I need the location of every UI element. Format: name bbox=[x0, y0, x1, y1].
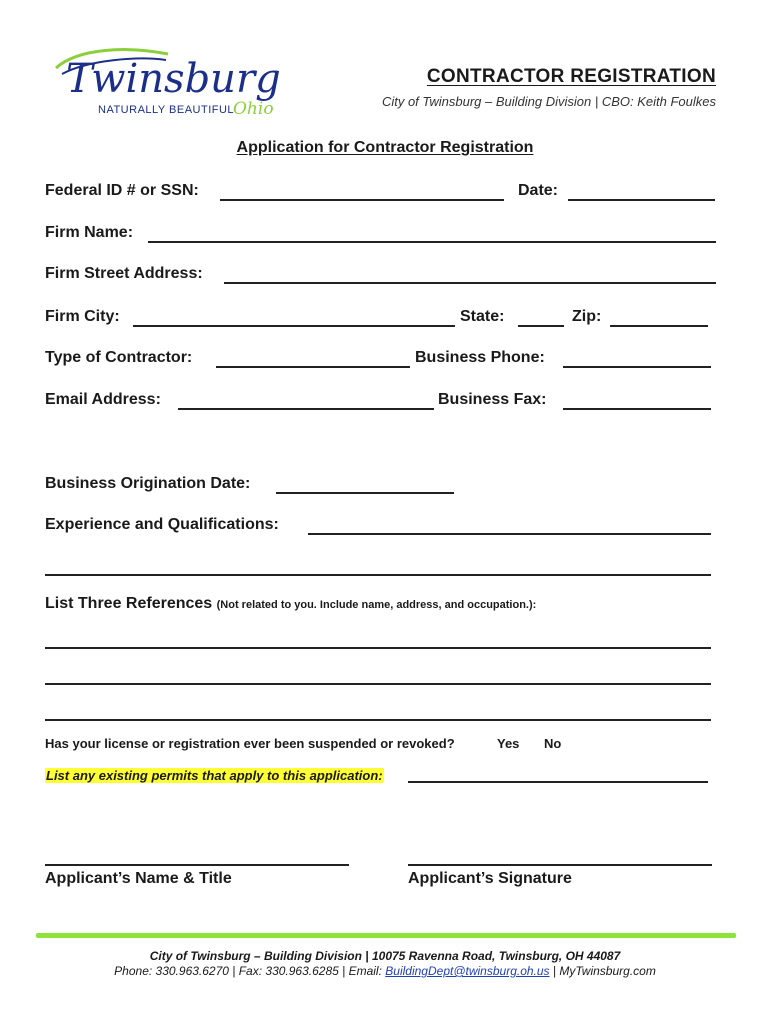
firm-street-label: Firm Street Address: bbox=[45, 265, 203, 282]
business-fax-field[interactable] bbox=[563, 408, 711, 410]
email-field[interactable] bbox=[178, 408, 434, 410]
reference-line-2[interactable] bbox=[45, 683, 711, 685]
logo-graphic bbox=[48, 40, 298, 122]
firm-city-field[interactable] bbox=[133, 325, 455, 327]
type-contractor-field[interactable] bbox=[216, 366, 410, 368]
header-title: CONTRACTOR REGISTRATION bbox=[426, 66, 716, 87]
date-field[interactable] bbox=[568, 199, 715, 201]
signature-label: Applicant’s Signature bbox=[408, 870, 572, 887]
suspended-question: Has your license or registration ever been suspended or revoked? bbox=[45, 736, 455, 751]
firm-name-label: Firm Name: bbox=[45, 224, 134, 241]
experience-label: Experience and Qualifications: bbox=[45, 516, 279, 533]
name-title-field[interactable] bbox=[45, 864, 349, 866]
state-label: State: bbox=[460, 308, 505, 325]
twinsburg-logo bbox=[48, 40, 298, 122]
email-label: Email Address: bbox=[45, 391, 161, 408]
yes-option[interactable]: Yes bbox=[497, 736, 520, 751]
firm-city-label: Firm City: bbox=[45, 308, 120, 325]
footer-phone-fax: Phone: 330.963.6270 | Fax: 330.963.6285 | Email: bbox=[114, 964, 382, 978]
references-heading bbox=[45, 594, 536, 615]
federal-id-label: Federal ID # or SSN: bbox=[45, 182, 199, 199]
type-contractor-label: Type of Contractor: bbox=[45, 349, 193, 366]
header-subtitle: City of Twinsburg – Building Division | CBO: Keith Foulkes bbox=[381, 94, 716, 109]
origination-date-field[interactable] bbox=[276, 492, 454, 494]
footer-address: City of Twinsburg – Building Division | 10075 Ravenna Road, Twinsburg, OH 44087 bbox=[149, 949, 621, 963]
firm-street-field[interactable] bbox=[224, 282, 716, 284]
footer-divider bbox=[36, 933, 736, 938]
experience-field-line-2[interactable] bbox=[45, 574, 711, 576]
firm-name-field[interactable] bbox=[148, 241, 716, 243]
date-label: Date: bbox=[518, 182, 559, 199]
permits-question-wrap bbox=[45, 768, 384, 783]
origination-date-label: Business Origination Date: bbox=[45, 475, 251, 492]
logo-tagline: NATURALLY BEAUTIFUL bbox=[98, 104, 235, 116]
business-phone-label: Business Phone: bbox=[415, 349, 545, 366]
business-fax-label: Business Fax: bbox=[438, 391, 547, 408]
zip-label: Zip: bbox=[572, 308, 602, 325]
signature-field[interactable] bbox=[408, 864, 712, 866]
footer-email-link[interactable]: BuildingDept@twinsburg.oh.us bbox=[385, 964, 550, 978]
permits-question: List any existing permits that apply to this application: bbox=[46, 768, 383, 783]
references-label: List Three References bbox=[45, 595, 213, 612]
experience-field[interactable] bbox=[308, 533, 711, 535]
form-title: Application for Contractor Registration bbox=[236, 139, 534, 156]
name-title-label: Applicant’s Name & Title bbox=[45, 870, 232, 887]
zip-field[interactable] bbox=[610, 325, 708, 327]
no-option[interactable]: No bbox=[544, 736, 562, 751]
federal-id-field[interactable] bbox=[220, 199, 504, 201]
reference-line-3[interactable] bbox=[45, 719, 711, 721]
footer-site: | MyTwinsburg.com bbox=[552, 964, 656, 978]
business-phone-field[interactable] bbox=[563, 366, 711, 368]
state-field[interactable] bbox=[518, 325, 564, 327]
references-note: (Not related to you. Include name, address, and occupation.): bbox=[216, 599, 537, 611]
permits-field[interactable] bbox=[408, 781, 708, 783]
logo-state: Ohio bbox=[233, 99, 274, 119]
logo-name: Twinsburg bbox=[66, 56, 281, 102]
footer-contact bbox=[0, 964, 770, 978]
reference-line-1[interactable] bbox=[45, 647, 711, 649]
